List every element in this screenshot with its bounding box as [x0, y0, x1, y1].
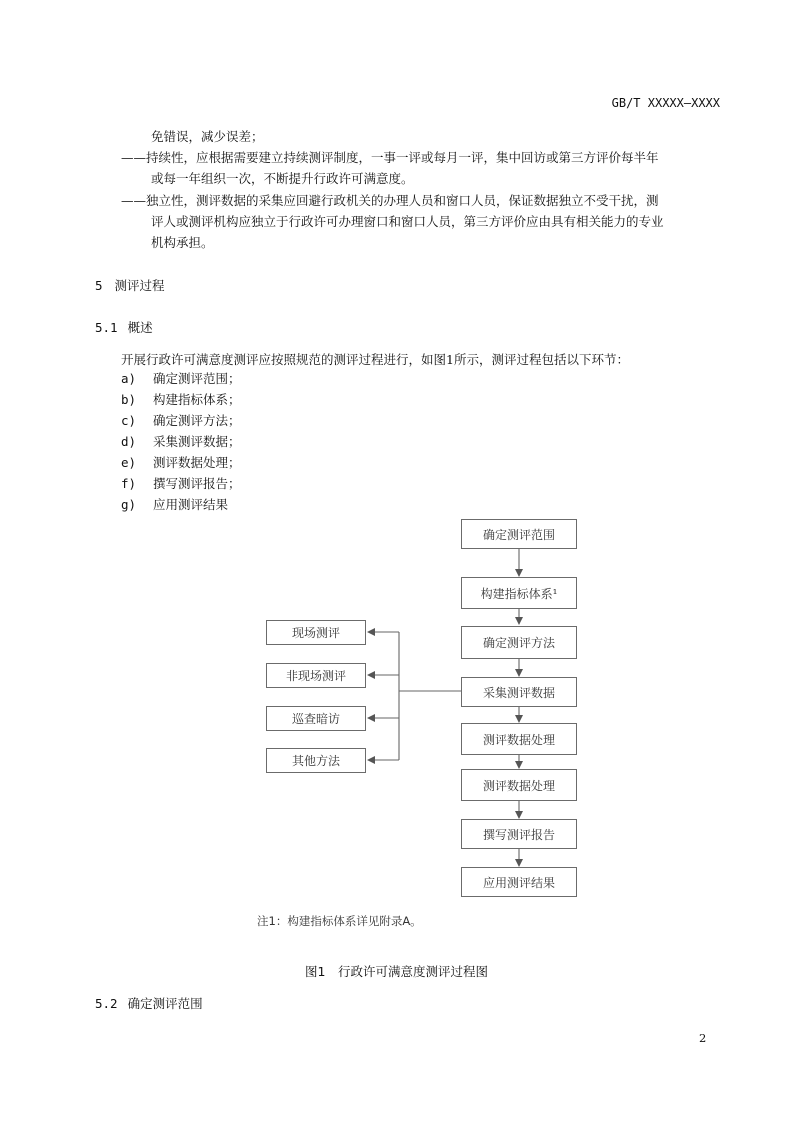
paragraph-line: 机构承担。	[151, 235, 214, 250]
page-number: 2	[699, 1031, 707, 1045]
section-number: 5	[95, 278, 103, 293]
list-marker: b)	[121, 392, 137, 407]
list-marker: f)	[121, 476, 137, 491]
list-text: 确定测评方法；	[153, 413, 241, 428]
paragraph-line: 免错误，减少误差；	[151, 129, 264, 144]
method-onsite: 现场测评	[266, 620, 366, 645]
method-inspection: 巡查暗访	[266, 706, 366, 731]
section-title: 概述	[127, 320, 153, 335]
flow-step-collect: 采集测评数据	[461, 677, 577, 707]
list-text: 确定测评范围；	[153, 371, 241, 386]
list-text: 测评数据处理；	[153, 455, 241, 470]
list-marker: g)	[121, 497, 137, 512]
list-marker: c)	[121, 413, 137, 428]
flow-step-scope: 确定测评范围	[461, 519, 577, 549]
paragraph-line: 或每一年组织一次，不断提升行政许可满意度。	[151, 171, 414, 186]
flow-step-indicators: 构建指标体系¹	[461, 577, 577, 609]
list-text: 应用测评结果	[153, 497, 229, 512]
section-title: 确定测评范围	[127, 996, 203, 1011]
flow-step-process-2: 测评数据处理	[461, 769, 577, 801]
section-5-2-heading	[95, 994, 203, 1012]
list-text: 采集测评数据；	[153, 434, 241, 449]
section-title: 测评过程	[114, 278, 165, 293]
flow-step-method: 确定测评方法	[461, 626, 577, 659]
section-number: 5.2	[95, 996, 118, 1011]
document-code: GB/T XXXXX—XXXX	[611, 96, 720, 110]
flow-step-apply: 应用测评结果	[461, 867, 577, 897]
flow-step-report: 撰写测评报告	[461, 819, 577, 849]
figure-note: 注1：构建指标体系详见附录A。	[257, 914, 422, 928]
section-number: 5.1	[95, 320, 118, 335]
paragraph-line: ——持续性，应根据需要建立持续测评制度，一事一评或每月一评，集中回访或第三方评价每半年	[121, 150, 659, 165]
list-text: 撰写测评报告；	[153, 476, 241, 491]
method-offsite: 非现场测评	[266, 663, 366, 688]
flow-step-process: 测评数据处理	[461, 723, 577, 755]
method-other: 其他方法	[266, 748, 366, 773]
paragraph-line: ——独立性，测评数据的采集应回避行政机关的办理人员和窗口人员，保证数据独立不受干扰，测	[121, 193, 659, 208]
list-marker: a)	[121, 371, 137, 386]
figure-caption: 图1 行政许可满意度测评过程图	[305, 964, 488, 979]
section-5-1-intro: 开展行政许可满意度测评应按照规范的测评过程进行，如图1所示，测评过程包括以下环节：	[121, 352, 629, 367]
list-text: 构建指标体系；	[153, 392, 241, 407]
list-marker: e)	[121, 455, 137, 470]
paragraph-line: 评人或测评机构应独立于行政许可办理窗口和窗口人员，第三方评价应由具有相关能力的专业	[151, 214, 664, 229]
list-marker: d)	[121, 434, 137, 449]
